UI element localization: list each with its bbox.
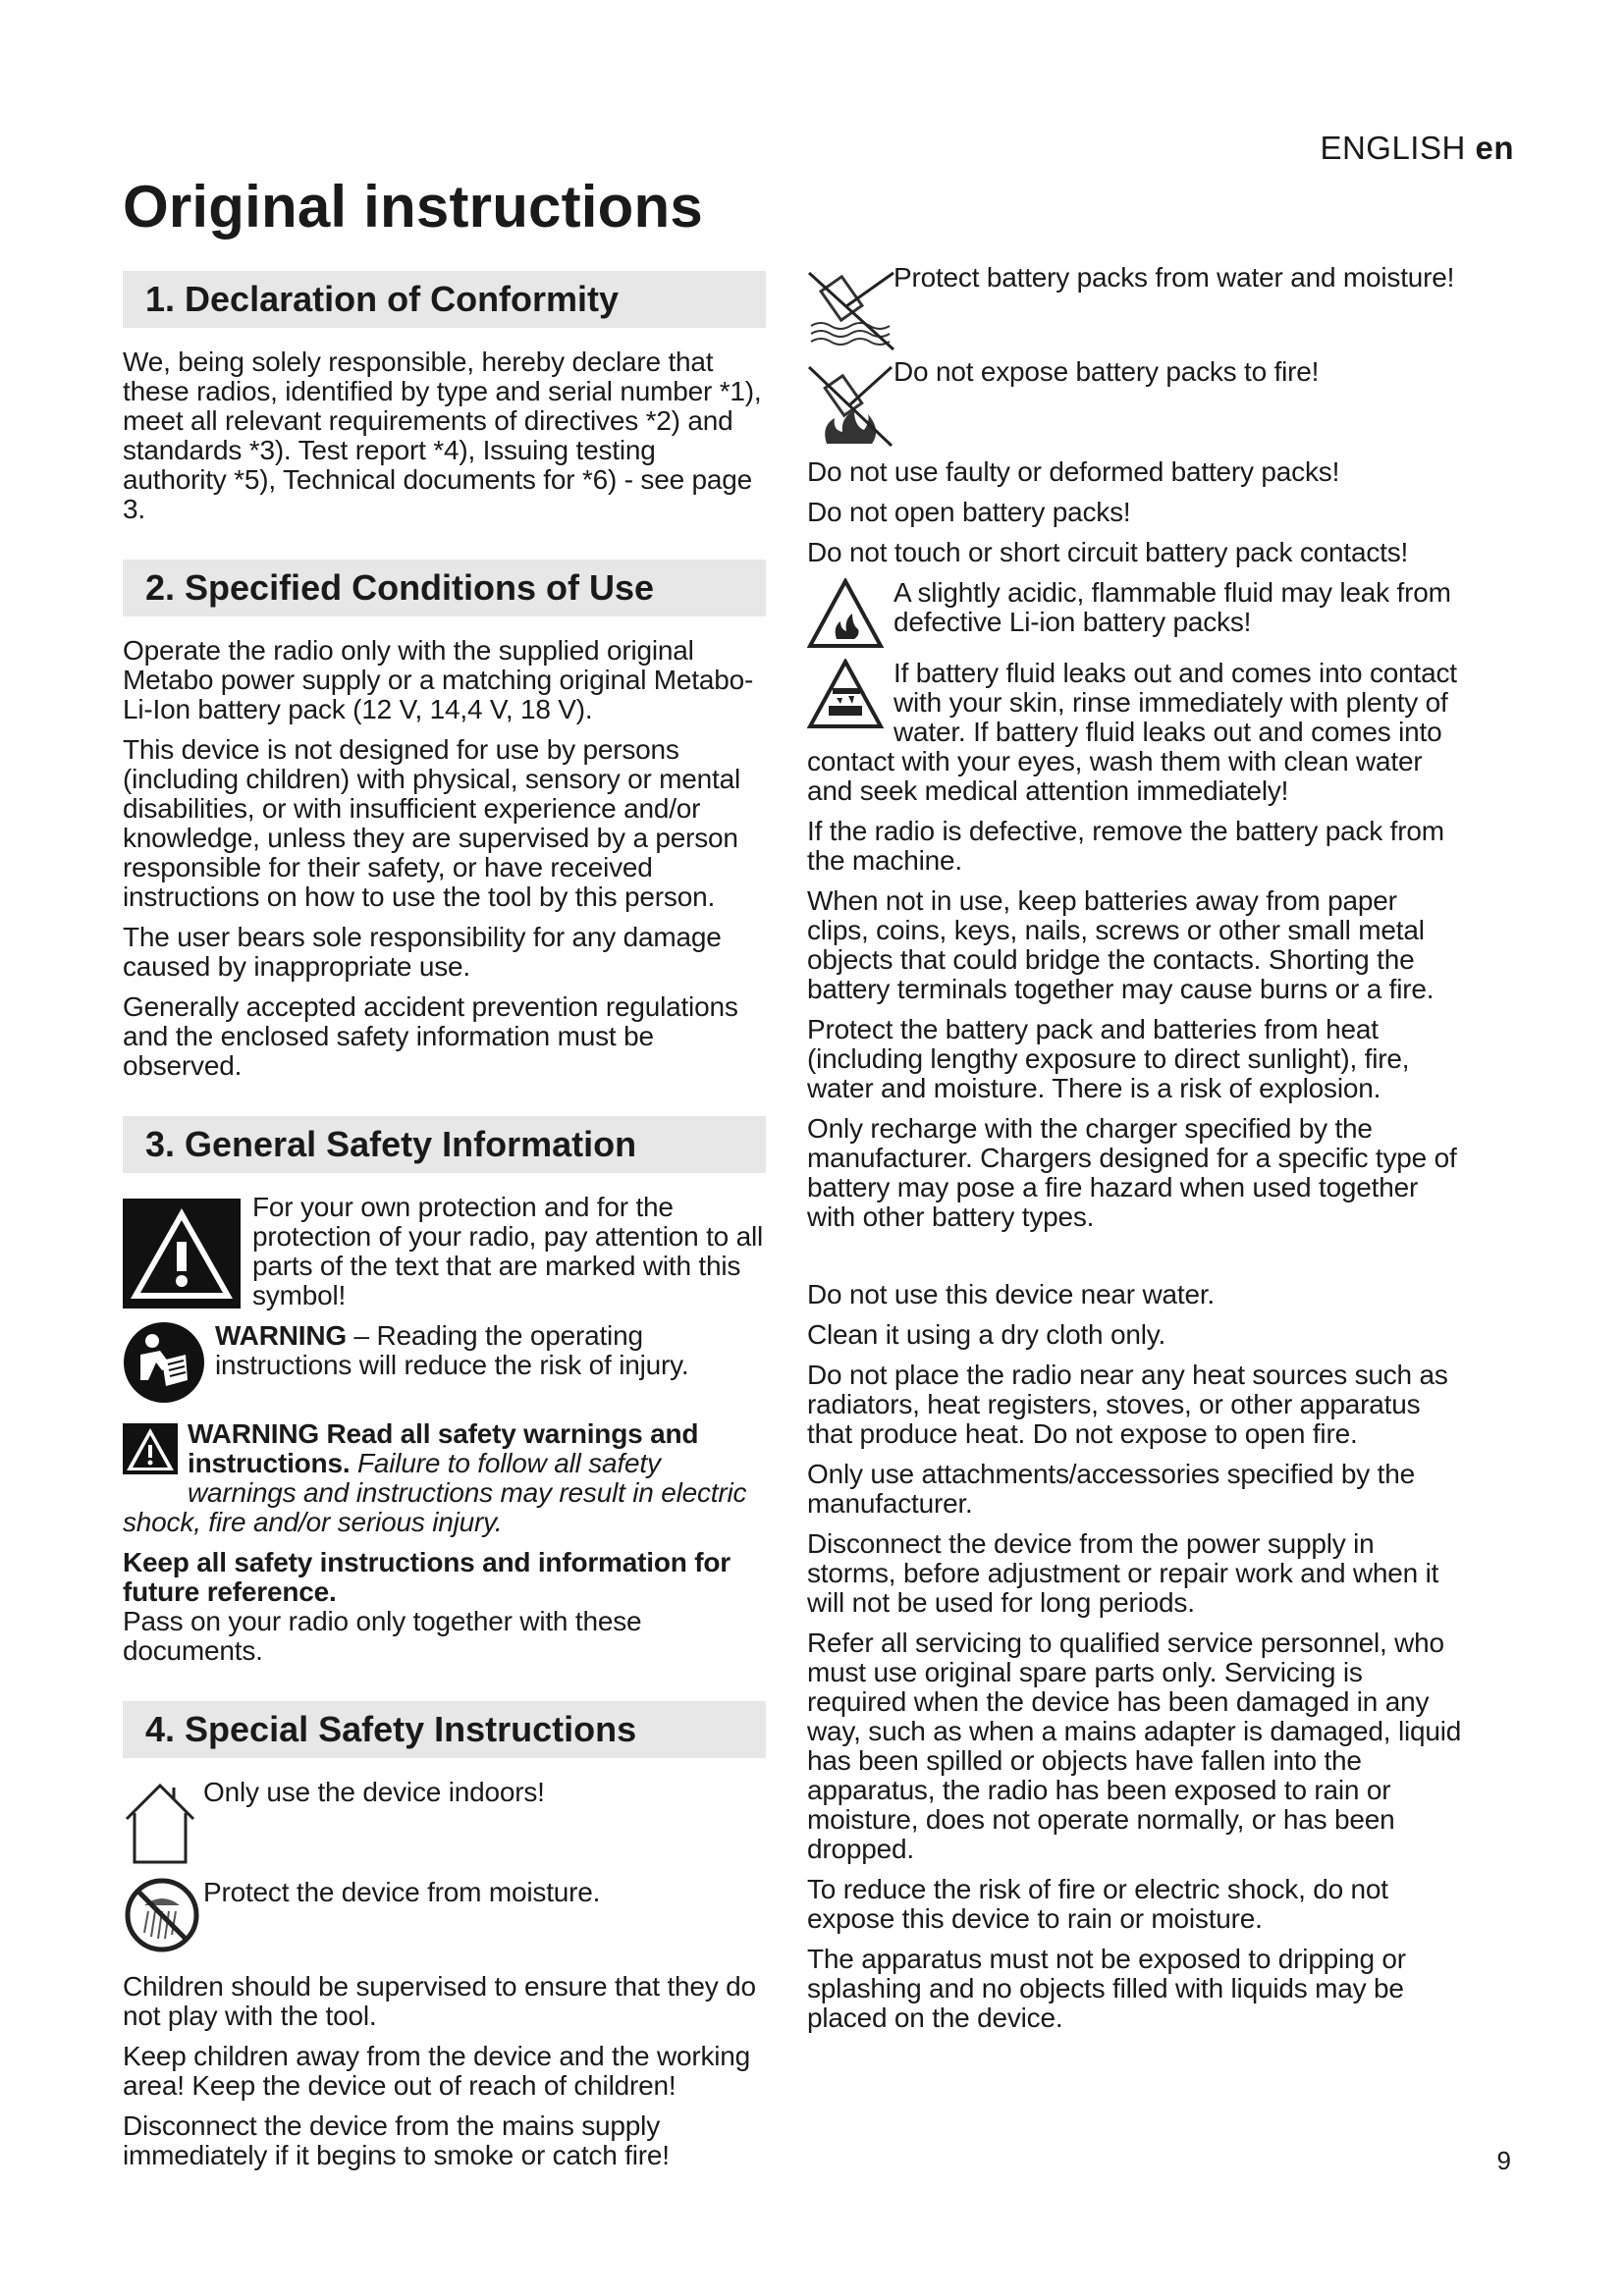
water-row	[807, 263, 1463, 357]
rain-moisture: To reduce the risk of fire or electric shock, do not expose this device to rain or moisture.	[807, 1874, 1388, 1934]
indoors-text: Only use the device indoors!	[203, 1777, 545, 1807]
page-title: Original instructions	[123, 174, 703, 240]
warning1-text: – Reading the operating instructions will reduce the risk of injury.	[215, 1320, 689, 1380]
children-supervision: Children should be supervised to ensure that they do not play with the tool.	[123, 1971, 756, 2031]
disconnect-storms: Disconnect the device from the power supply in storms, before adjustment or repair work and when it will not be used for long periods.	[807, 1528, 1439, 1618]
language-name: ENGLISH	[1320, 130, 1466, 166]
warning-triangle-icon	[123, 1199, 241, 1308]
warning-read-manual	[123, 1321, 766, 1380]
read-manual-icon	[123, 1321, 205, 1410]
acid-warning	[807, 578, 1463, 637]
pass-on-text: Pass on your radio only together with these documents.	[123, 1606, 642, 1666]
fire-row	[807, 357, 1463, 457]
acid-text: A slightly acidic, flammable fluid may leak from defective Li-ion battery packs!	[893, 577, 1451, 637]
warning2-label: WARNING Read all safety warnings and instructions.	[188, 1418, 699, 1478]
right-column	[807, 263, 1463, 2044]
language-label	[1320, 130, 1514, 167]
children-away: Keep children away from the device and the working area! Keep the device out of reach of children!	[123, 2041, 751, 2101]
heat-protection: Protect the battery pack and batteries from heat (including lengthy exposure to direct sunlight), fire, water and moisture. There is a risk of explosion.	[807, 1014, 1410, 1103]
indoors-row	[123, 1778, 766, 1872]
section-3-heading: 3. General Safety Information	[123, 1116, 766, 1173]
fire-text: Do not expose battery packs to fire!	[893, 356, 1320, 387]
metal-objects: When not in use, keep batteries away from paper clips, coins, keys, nails, screws or other small metal objects that could bridge the contacts. Shorting the battery terminals together may cause burns or a fire.	[807, 885, 1435, 1004]
conditions-para-3: The user bears sole responsibility for any damage caused by inappropriate use.	[123, 922, 722, 982]
moisture-text: Protect the device from moisture.	[203, 1877, 601, 1907]
language-code: en	[1475, 130, 1514, 166]
declaration-text: We, being solely responsible, hereby declare that these radios, identified by type and serial number *1), meet all relevant requirements of directives *2) and standards *3). Test report *4), Issuing testing authority *5), Technical documents for *6) - see page 3.	[123, 347, 762, 524]
warning-triangle-small-icon	[123, 1423, 178, 1480]
charger-info: Only recharge with the charger specified by the manufacturer. Chargers designed for a specific type of battery may pose a fire hazard when used together with other battery types.	[807, 1113, 1457, 1232]
disconnect-smoke: Disconnect the device from the mains supply immediately if it begins to smoke or catch fire!	[123, 2110, 670, 2170]
safety-symbol-row	[123, 1193, 766, 1310]
faulty-packs: Do not use faulty or deformed battery packs!	[807, 456, 1340, 487]
moisture-row	[123, 1876, 766, 1972]
conditions-para-1: Operate the radio only with the supplied original Metabo power supply or a matching original Metabo-Li-Ion battery pack (12 V, 14,4 V, 18 V).	[123, 635, 754, 724]
near-water: Do not use this device near water.	[807, 1279, 1215, 1309]
open-packs: Do not open battery packs!	[807, 497, 1131, 527]
dry-cloth: Clean it using a dry cloth only.	[807, 1319, 1166, 1350]
warning2-text: Failure to follow all safety warnings and instructions may result in electric shock, fire and/or serious injury.	[123, 1448, 747, 1537]
left-column	[123, 271, 766, 2181]
remove-battery: If the radio is defective, remove the battery pack from the machine.	[807, 816, 1444, 876]
fluid-warning	[807, 659, 1463, 806]
section-1-heading: 1. Declaration of Conformity	[123, 271, 766, 328]
conditions-para-4: Generally accepted accident prevention regulations and the enclosed safety information must be observed.	[123, 991, 738, 1081]
attachments: Only use attachments/accessories specified by the manufacturer.	[807, 1459, 1415, 1519]
no-water-battery-icon	[807, 267, 895, 356]
no-moisture-icon	[123, 1876, 201, 1959]
servicing: Refer all servicing to qualified service personnel, who must use original spare parts only. Servicing is required when the device has been damaged in any way, such as when a mains adapter is damaged, liquid has been spilled or objects have fallen into the apparatus, the radio has been exposed to rain or moisture, does not operate normally, or has been dropped.	[807, 1628, 1462, 1864]
water-text: Protect battery packs from water and moisture!	[893, 262, 1455, 293]
safety-symbol-text: For your own protection and for the protection of your radio, pay attention to all parts of the text that are marked with this symbol!	[252, 1192, 764, 1310]
short-circuit: Do not touch or short circuit battery pack contacts!	[807, 537, 1409, 567]
warning1-label: WARNING	[215, 1320, 347, 1351]
dripping-splashing: The apparatus must not be exposed to dripping or splashing and no objects filled with liquids may be placed on the device.	[807, 1944, 1406, 2033]
warning-read-all	[123, 1419, 766, 1537]
keep-instructions: Keep all safety instructions and information for future reference.	[123, 1547, 731, 1607]
no-fire-battery-icon	[807, 361, 895, 454]
fluid-text: If battery fluid leaks out and comes into contact with your skin, rinse immediately with plenty of water. If battery fluid leaks out and comes into contact with your eyes, wash them with clean water and seek medical attention immediately!	[807, 658, 1457, 806]
corrosive-warning-icon	[807, 659, 884, 735]
house-icon	[123, 1778, 197, 1871]
section-4-heading: 4. Special Safety Instructions	[123, 1701, 766, 1758]
page-number: 9	[1496, 2146, 1511, 2175]
flammable-warning-icon	[807, 578, 884, 655]
section-2-heading: 2. Specified Conditions of Use	[123, 560, 766, 616]
conditions-para-2: This device is not designed for use by persons (including children) with physical, sensory or mental disabilities, or with insufficient experience and/or knowledge, unless they are supervised by a person responsible for their safety, or have received instructions on how to use the tool by this person.	[123, 734, 741, 912]
heat-sources: Do not place the radio near any heat sources such as radiators, heat registers, stoves, or other apparatus that produce heat. Do not expose to open fire.	[807, 1360, 1448, 1449]
